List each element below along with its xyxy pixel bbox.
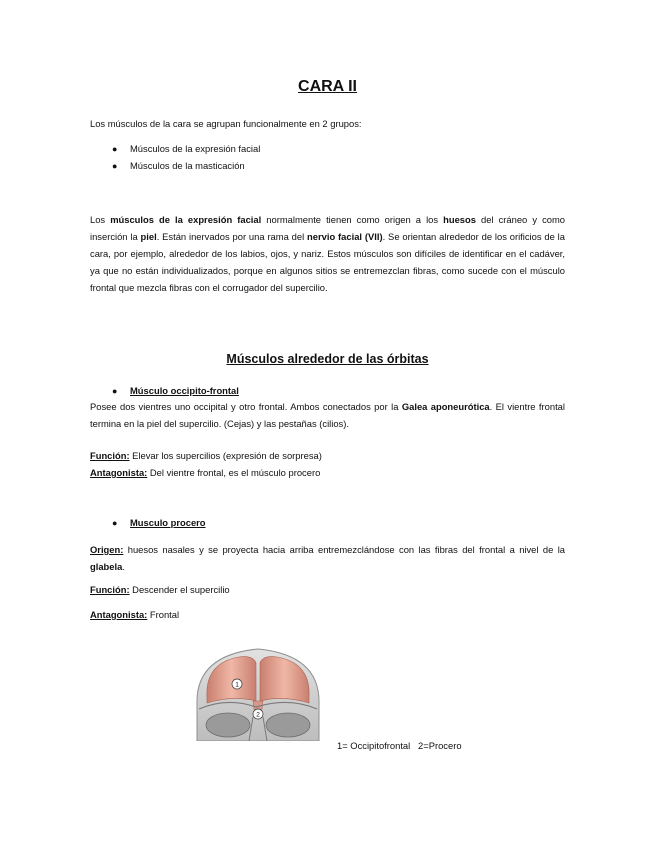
list-item-label: Músculos de la masticación [130,160,245,171]
funcion-text: Elevar los supercilios (expresión de sorpresa) [129,450,322,461]
text-run: Los [90,214,111,225]
text-run: . El vientre frontal termina en la piel del supercilio. (Cejas) y las pestañas (cilios). [90,401,565,429]
procero-heading-label: Musculo procero [130,517,206,528]
text-run: normalmente tienen como origen a los [261,214,444,225]
occipito-description [90,398,565,432]
text-run: . [122,561,125,572]
bullet-icon: ● [112,386,118,396]
section-title: Músculos alrededor de las órbitas [226,352,429,366]
origen-label: Origen: [90,544,124,555]
list-item [112,157,245,175]
occipito-antagonista [90,464,565,481]
list-item [112,140,260,158]
bullet-icon: ● [112,144,118,154]
text-run: . Se orientan alrededor de los orificios de la cara, por ejemplo, alrededor de los labios, ojos, y nariz. Estos músculos son difíciles de identificar en el cadáver, ya que no están individualizados, porque en algunos sitios se entremezclan fibras, como sucede con el músculo frontal que mezcla fibras con el corrugador del supercilio. [90,231,565,293]
intro-text: Los músculos de la cara se agrupan funcionalmente en 2 grupos: [90,118,362,129]
antagonista-text: Del vientre frontal, es el músculo procero [147,467,321,478]
bold-term: piel [140,231,157,242]
bold-term: nervio facial (VII) [307,231,383,242]
procero-funcion [90,581,565,598]
forehead-muscles-figure [183,645,333,741]
occipito-heading-label: Músculo occipito-frontal [130,385,239,396]
origen-text: huesos nasales y se proyecta hacia arriba entremezclándose con las fibras del frontal a nivel de la [123,544,565,555]
bullet-icon: ● [112,161,118,171]
bold-term: Galea aponeurótica [401,401,490,412]
procero-heading [112,514,206,532]
right-eye-socket [266,713,310,737]
bold-term: músculos de la expresión facial [110,214,262,225]
antagonista-label: Antagonista: [90,467,148,478]
antagonista-text: Frontal [147,609,180,620]
marker-2: 2 [256,711,260,719]
funcion-text: Descender el supercilio [129,584,230,595]
text-run: Posee dos vientres uno occipital y otro frontal. Ambos conectados por la [90,401,402,412]
list-item-label: Músculos de la expresión facial [130,143,261,154]
procero-antagonista [90,606,565,623]
page-title: CARA II [298,78,357,95]
funcion-label: Función: [90,450,130,461]
funcion-label: Función: [90,584,130,595]
text-run: . Están inervados por una rama del [156,231,308,242]
bold-term: huesos [443,214,476,225]
left-eye-socket [206,713,250,737]
text-run: del cráneo y como inserción la [90,214,565,242]
bullet-icon: ● [112,518,118,528]
procero-origen [90,541,565,575]
expression-muscles-paragraph [90,211,565,296]
marker-1: 1 [235,681,239,689]
figure-caption: 1= Occipitofrontal 2=Procero [337,740,462,751]
occipito-funcion [90,447,565,464]
antagonista-label: Antagonista: [90,609,148,620]
bold-term: glabela [90,561,123,572]
